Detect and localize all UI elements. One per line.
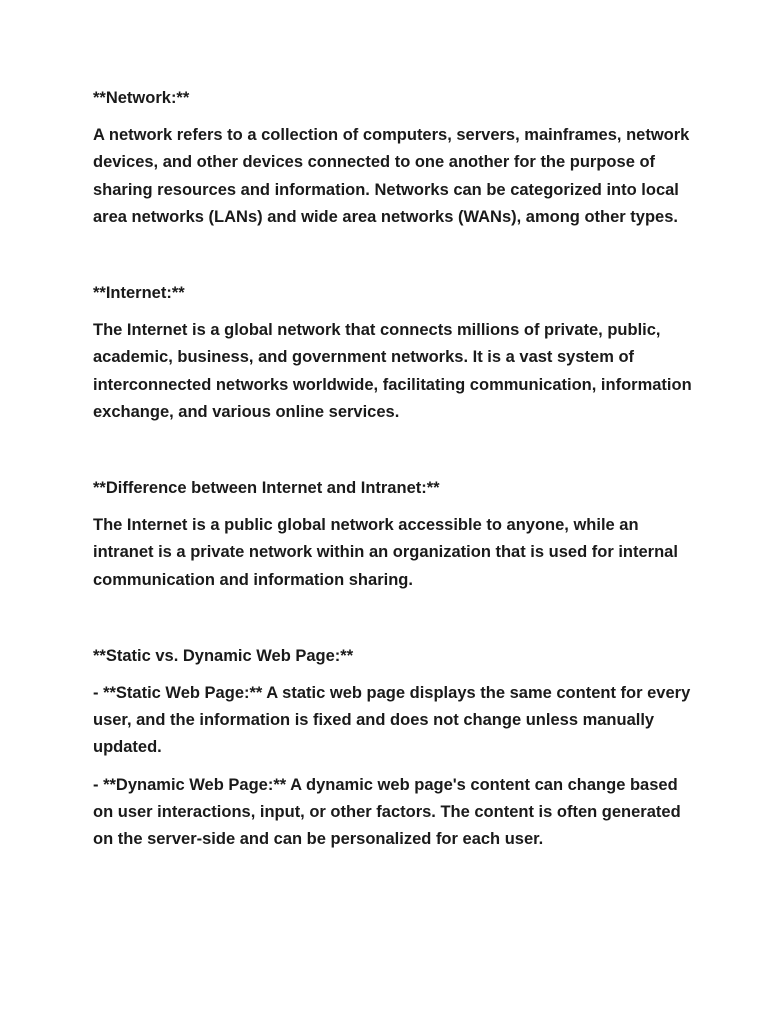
section-heading: **Difference between Internet and Intranet:** <box>93 479 440 498</box>
section-spacer <box>93 241 693 280</box>
section-paragraph: The Internet is a public global network accessible to anyone, while an intranet is a private network within an organization that is used for internal communication and information sharing. <box>93 516 678 589</box>
section-paragraph: The Internet is a global network that connects millions of private, public, academic, business, and government networks. It is a vast system of interconnected networks worldwide, facilitating communication, information exchange, and various online services. <box>93 321 692 421</box>
section-internet <box>93 280 693 426</box>
section-paragraph: A network refers to a collection of computers, servers, mainframes, network devices, and other devices connected to one another for the purpose of sharing resources and information. Networks can be categorized into local area networks (LANs) and wide area networks (WANs), among other types. <box>93 126 690 226</box>
section-spacer <box>93 436 693 475</box>
document-body <box>93 85 693 863</box>
bullet-static-web-page: - **Static Web Page:** A static web page displays the same content for every user, and the information is fixed and does not change unless manually updated. <box>93 684 691 757</box>
section-heading: **Static vs. Dynamic Web Page:** <box>93 646 354 665</box>
section-difference <box>93 475 693 594</box>
section-static-dynamic <box>93 643 693 853</box>
section-spacer <box>93 604 693 643</box>
bullet-dynamic-web-page: - **Dynamic Web Page:** A dynamic web page's content can change based on user interactions, input, or other factors. The content is often generated on the server-side and can be personalized for each user. <box>93 775 681 849</box>
section-network <box>93 85 693 231</box>
section-heading: **Network:** <box>93 89 190 107</box>
section-heading: **Internet:** <box>93 284 185 303</box>
